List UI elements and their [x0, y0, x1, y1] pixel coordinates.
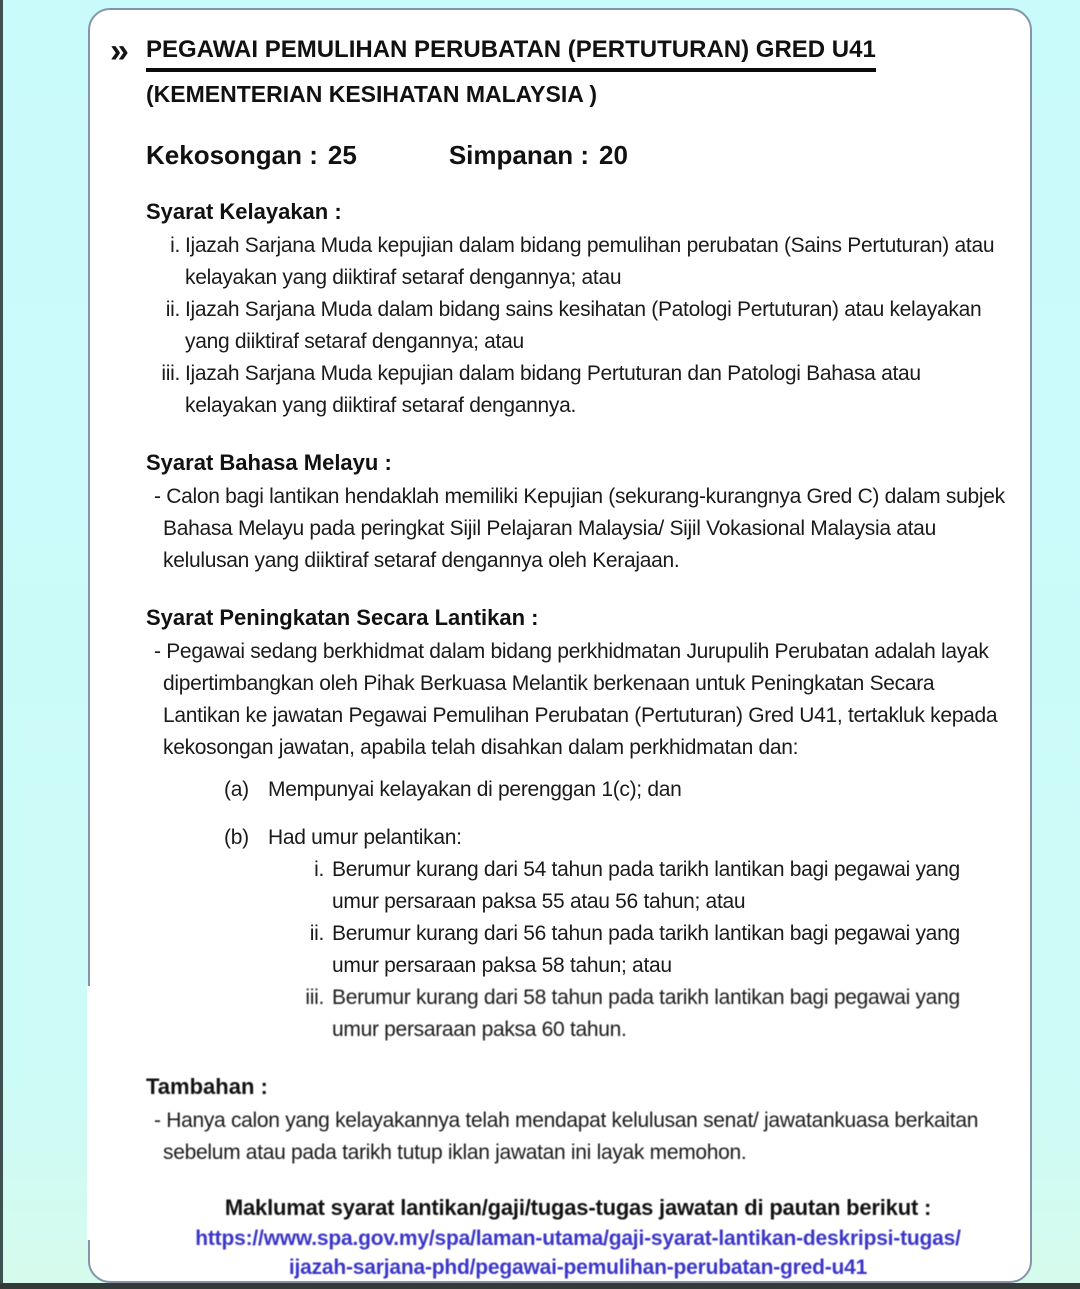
- sub-item-b: [224, 822, 1010, 854]
- spa-url-link-line2[interactable]: ijazah-sarjana-phd/pegawai-pemulihan-perubatan-gred-u41: [288, 1255, 868, 1279]
- list-item-number: ii.: [165, 297, 180, 321]
- sub-item-a: [224, 774, 1010, 806]
- section-syarat-bahasa: [146, 450, 1010, 577]
- vacancy-counts: [146, 140, 1010, 171]
- section-syarat-peningkatan: [146, 605, 1010, 1046]
- syarat-bahasa-text: - Calon bagi lantikan hendaklah memiliki Kepujian (sekurang-kurangnya Gred C) dalam subjek Bahasa Melayu pada peringkat Sijil Pelajaran Malaysia/ Sijil Vokasional Malaysia atau kelulusan yang diiktiraf setaraf dengannya oleh Kerajaan.: [154, 484, 1005, 572]
- footer-links: [146, 1224, 1010, 1282]
- footer: [146, 1195, 1010, 1282]
- age-limit-item: [284, 854, 1010, 918]
- window-bottom-edge-line: [0, 1283, 1080, 1289]
- syarat-peningkatan-intro: - Pegawai sedang berkhidmat dalam bidang perkhidmatan Jurupulih Perubatan adalah layak dipertimbangkan oleh Pihak Berkuasa Melantik berkenaan untuk Peningkatan Secara Lantikan ke jawatan Pegawai Pemulihan Perubatan (Pertuturan) Gred U41, tertakluk kepada kekosongan jawatan, apabila telah disahkan dalam perkhidmatan dan:: [154, 639, 998, 759]
- list-item-text: Ijazah Sarjana Muda dalam bidang sains kesihatan (Patologi Pertuturan) atau kelayakan yang diiktiraf setaraf dengannya; atau: [185, 297, 982, 353]
- vacancies-count: [146, 140, 357, 171]
- list-item: [146, 294, 1010, 358]
- sub-item-text: Had umur pelantikan:: [268, 825, 462, 849]
- job-posting-card: [88, 8, 1032, 1283]
- list-item-text: Berumur kurang dari 54 tahun pada tarikh lantikan bagi pegawai yang umur persaraan paksa 55 atau 56 tahun; atau: [332, 857, 960, 913]
- window-left-edge-line: [0, 0, 3, 1289]
- list-item-number: iii.: [305, 985, 324, 1009]
- age-limit-item: [284, 982, 1010, 1046]
- sub-item-marker: (a): [224, 777, 249, 801]
- list-item-number: i.: [314, 857, 324, 881]
- list-item: [146, 358, 1010, 422]
- age-limit-item: [284, 918, 1010, 982]
- sub-item-marker: (b): [224, 825, 249, 849]
- list-item-number: ii.: [309, 921, 324, 945]
- list-item: [146, 230, 1010, 294]
- list-item-text: Berumur kurang dari 56 tahun pada tarikh lantikan bagi pegawai yang umur persaraan paksa 58 tahun; atau: [332, 921, 960, 977]
- tambahan-text: - Hanya calon yang kelayakannya telah mendapat kelulusan senat/ jawatankuasa berkaitan sebelum atau pada tarikh tutup iklan jawatan ini layak memohon.: [154, 1108, 979, 1164]
- job-title: PEGAWAI PEMULIHAN PERUBATAN (PERTUTURAN) GRED U41: [146, 36, 876, 72]
- double-chevron-icon: »: [110, 32, 129, 70]
- list-item-text: Ijazah Sarjana Muda kepujian dalam bidang pemulihan perubatan (Sains Pertuturan) atau kelayakan yang diiktiraf setaraf dengannya; atau: [185, 233, 995, 289]
- sub-item-text: Mempunyai kelayakan di perenggan 1(c); dan: [268, 777, 682, 801]
- list-item-text: Ijazah Sarjana Muda kepujian dalam bidang Pertuturan dan Patologi Bahasa atau kelayakan yang diiktiraf setaraf dengannya.: [185, 361, 921, 417]
- syarat-bahasa-heading: Syarat Bahasa Melayu :: [146, 449, 392, 475]
- reserve-label: Simpanan :: [448, 139, 589, 170]
- syarat-kelayakan-heading: Syarat Kelayakan :: [146, 198, 342, 224]
- title-row: [110, 32, 1010, 108]
- stitch-seam-artifact: [87, 986, 93, 1240]
- section-syarat-kelayakan: [146, 199, 1010, 422]
- agency-name: (KEMENTERIAN KESIHATAN MALAYSIA ): [146, 80, 598, 107]
- footer-note: Maklumat syarat lantikan/gaji/tugas-tugas jawatan di pautan berikut :: [224, 1194, 932, 1220]
- vacancies-value: 25: [327, 139, 357, 170]
- vacancies-label: Kekosongan :: [146, 139, 318, 170]
- spa-url-link-line1[interactable]: https://www.spa.gov.my/spa/laman-utama/gaji-syarat-lantikan-deskripsi-tugas/: [195, 1226, 961, 1250]
- section-tambahan: [146, 1074, 1010, 1169]
- list-item-number: iii.: [161, 361, 180, 385]
- syarat-peningkatan-heading: Syarat Peningkatan Secara Lantikan :: [146, 604, 539, 630]
- tambahan-heading: Tambahan :: [146, 1073, 268, 1099]
- reserve-count: [449, 140, 628, 171]
- list-item-number: i.: [170, 233, 180, 257]
- reserve-value: 20: [598, 139, 628, 170]
- list-item-text: Berumur kurang dari 58 tahun pada tarikh lantikan bagi pegawai yang umur persaraan paksa 60 tahun.: [332, 985, 960, 1041]
